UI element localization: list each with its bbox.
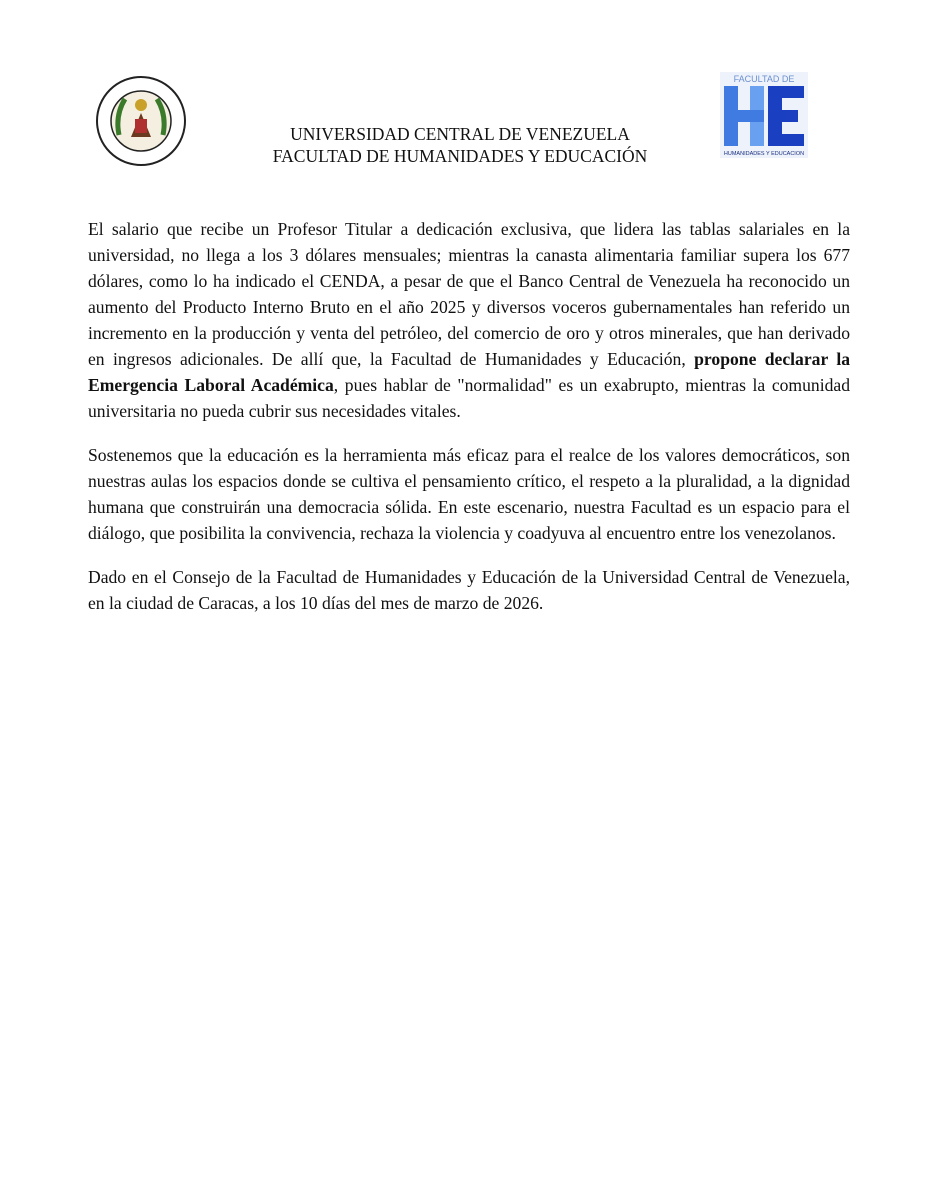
- university-name: UNIVERSIDAD CENTRAL DE VENEZUELA: [290, 124, 630, 144]
- letterhead-titles: [200, 123, 720, 167]
- document-body: [88, 216, 850, 634]
- svg-text:HUMANIDADES Y EDUCACION: HUMANIDADES Y EDUCACION: [723, 151, 805, 157]
- svg-text:FACULTAD DE: FACULTAD DE: [733, 74, 795, 84]
- paragraph-1: [88, 216, 850, 424]
- faculty-he-logo: [720, 72, 808, 158]
- ucv-seal-logo: [95, 75, 187, 167]
- paragraph-3: Dado en el Consejo de la Facultad de Humanidades y Educación de la Universidad Central de Venezuela, en la ciudad de Caracas, a los 10 días del mes de marzo de 2026.: [88, 567, 850, 613]
- paragraph-1-text: El salario que recibe un Profesor Titular a dedicación exclusiva, que lidera las tablas salariales en la universidad, no llega a los 3 dólares mensuales; mientras la canasta alimentaria familiar supera los 677 dólares, como lo ha indicado el CENDA, a pesar de que el Banco Central de Venezuela ha reconocido un aumento del Producto Interno Bruto en el año 2025 y diversos voceros gubernamentales han referido un incremento en la producción y venta del petróleo, del comercio de oro y otros minerales, que han derivado en ingresos adicionales. De allí que, la Facultad de Humanidades y Educación,: [88, 219, 850, 369]
- emphasis-proposal: propone declarar la Emergencia Laboral Académica: [88, 349, 851, 395]
- paragraph-2: Sostenemos que la educación es la herramienta más eficaz para el realce de los valores democráticos, son nuestras aulas los espacios donde se cultiva el pensamiento crítico, el respeto a la pluralidad, a la dignidad humana que construirán una democracia sólida. En este escenario, nuestra Facultad es un espacio para el diálogo, que posibilita la convivencia, rechaza la violencia y coadyuva al encuentro entre los venezolanos.: [88, 445, 850, 543]
- faculty-name: FACULTAD DE HUMANIDADES Y EDUCACIÓN: [272, 146, 648, 166]
- paragraph-1-text-end: , pues hablar de "normalidad" es un exabrupto, mientras la comunidad universitaria no pueda cubrir sus necesidades vitales.: [88, 375, 850, 421]
